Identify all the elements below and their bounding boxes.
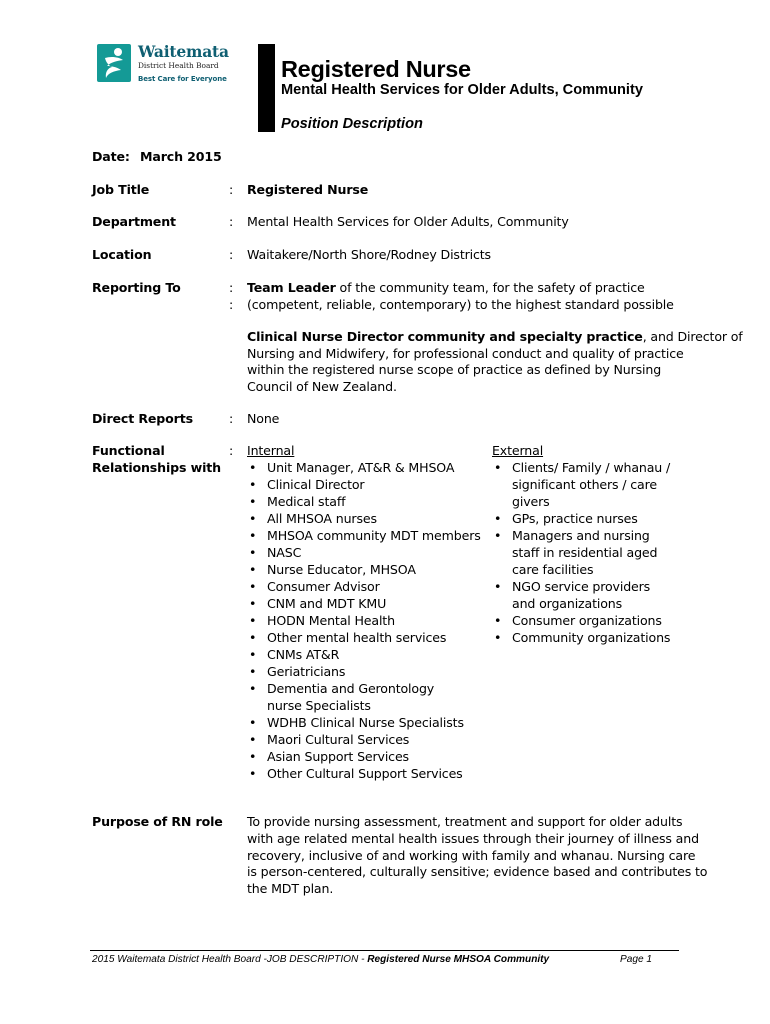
external-relationships — [492, 442, 677, 646]
job-title-value: Registered Nurse — [247, 182, 369, 197]
reporting-to-para2-line-3: within the registered nurse scope of practice as defined by Nursing — [247, 362, 662, 377]
list-item: • Geriatricians — [247, 663, 482, 680]
colon: : — [229, 297, 234, 312]
list-item: • Clinical Director — [247, 476, 482, 493]
list-item: • Unit Manager, AT&R & MHSOA — [247, 459, 482, 476]
list-item: • HODN Mental Health — [247, 612, 482, 629]
list-item: • NASC — [247, 544, 482, 561]
location-value: Waitakere/North Shore/Rodney Districts — [247, 247, 491, 262]
functional-label-line-2: Relationships with — [92, 460, 221, 475]
list-item: • Other mental health services — [247, 629, 482, 646]
list-item: • Medical staff — [247, 493, 482, 510]
page-footer — [92, 954, 680, 965]
reporting-to-team-leader: Team Leader — [247, 280, 336, 295]
purpose-line-3: recovery, inclusive of and working with family and whanau. Nursing care — [247, 848, 696, 863]
location-label: Location — [92, 247, 152, 262]
purpose-line-1: To provide nursing assessment, treatment and support for older adults — [247, 814, 683, 829]
internal-list — [247, 459, 482, 782]
list-item: • Managers and nursing staff in residential aged care facilities — [492, 527, 677, 578]
reporting-to-para2-line-2: Nursing and Midwifery, for professional conduct and quality of practice — [247, 346, 684, 361]
colon: : — [229, 443, 234, 458]
clinical-nurse-director: Clinical Nurse Director community and specialty practice — [247, 329, 643, 344]
direct-reports-label: Direct Reports — [92, 411, 193, 426]
colon: : — [229, 247, 234, 262]
purpose-line-2: with age related mental health issues through their journey of illness and — [247, 831, 699, 846]
date-value: March 2015 — [140, 149, 222, 164]
list-item: • Asian Support Services — [247, 748, 482, 765]
list-item: • CNM and MDT KMU — [247, 595, 482, 612]
list-item: • Consumer organizations — [492, 612, 677, 629]
purpose-line-4: is person-centered, culturally sensitive; evidence based and contributes to — [247, 864, 708, 879]
reporting-to-para2-line-1 — [247, 328, 743, 345]
job-title-label: Job Title — [92, 182, 150, 197]
colon: : — [229, 411, 234, 426]
list-item: • Clients/ Family / whanau / significant others / care givers — [492, 459, 677, 510]
logo-subtitle: District Health Board — [138, 61, 219, 70]
footer-prefix: 2015 Waitemata District Health Board -JOB DESCRIPTION - — [92, 954, 368, 965]
internal-heading: Internal — [247, 443, 295, 458]
header-bar — [258, 44, 275, 132]
document-title: Registered Nurse — [281, 56, 471, 82]
colon: : — [229, 280, 234, 295]
document-type: Position Description — [281, 116, 423, 132]
internal-relationships — [247, 442, 482, 782]
colon: : — [229, 182, 234, 197]
footer-title: Registered Nurse MHSOA Community — [367, 954, 550, 965]
colon: : — [229, 214, 234, 229]
list-item: • GPs, practice nurses — [492, 510, 677, 527]
reporting-to-line-1-rest: of the community team, for the safety of practice — [335, 280, 645, 295]
external-heading: External — [492, 443, 544, 458]
list-item: • Dementia and Gerontology nurse Specialists — [247, 680, 467, 714]
page-number: Page 1 — [620, 954, 652, 965]
list-item: • Community organizations — [492, 629, 677, 646]
external-list — [492, 459, 677, 646]
logo-tagline: Best Care for Everyone — [138, 75, 227, 83]
department-label: Department — [92, 214, 176, 229]
list-item: • Other Cultural Support Services — [247, 765, 482, 782]
list-item: • Maori Cultural Services — [247, 731, 482, 748]
list-item: • NGO service providers and organizations — [492, 578, 677, 612]
purpose-line-5: the MDT plan. — [247, 881, 334, 896]
logo-name: Waitemata — [138, 42, 229, 61]
functional-label-line-1: Functional — [92, 443, 165, 458]
list-item: • WDHB Clinical Nurse Specialists — [247, 714, 482, 731]
direct-reports-value: None — [247, 411, 280, 426]
list-item: • MHSOA community MDT members — [247, 527, 482, 544]
department-value: Mental Health Services for Older Adults, Community — [247, 214, 569, 229]
dhb-logo-icon — [97, 44, 131, 82]
date-label: Date: — [92, 149, 130, 164]
purpose-label: Purpose of RN role — [92, 814, 223, 829]
reporting-to-label: Reporting To — [92, 280, 181, 295]
reporting-to-line-2: (competent, reliable, contemporary) to the highest standard possible — [247, 297, 674, 312]
list-item: • Consumer Advisor — [247, 578, 482, 595]
document-subtitle: Mental Health Services for Older Adults, Community — [281, 82, 643, 98]
para2-line-1-rest: , and Director of — [642, 329, 743, 344]
reporting-to-para2-line-4: Council of New Zealand. — [247, 379, 397, 394]
footer-divider — [90, 950, 679, 951]
list-item: • All MHSOA nurses — [247, 510, 482, 527]
waitemata-logo — [97, 44, 247, 86]
list-item: • CNMs AT&R — [247, 646, 482, 663]
reporting-to-line-1 — [247, 279, 645, 296]
list-item: • Nurse Educator, MHSOA — [247, 561, 482, 578]
